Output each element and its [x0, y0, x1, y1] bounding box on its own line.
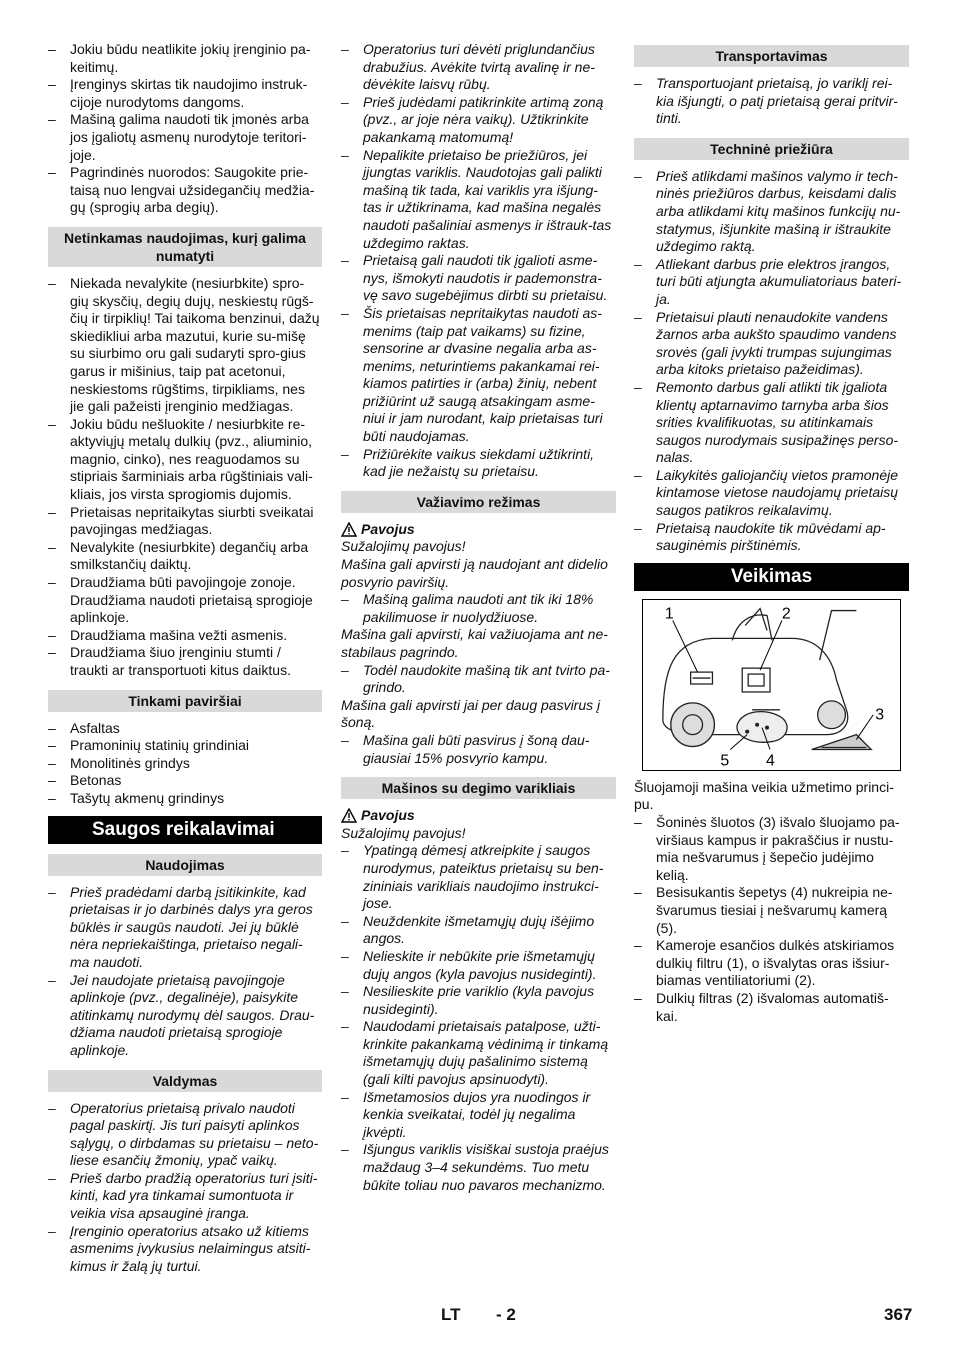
list-item: – Prižiūrėkite vaikus siekdami užtikrinti, kad jie nežaistų su prietaisu.	[341, 446, 616, 481]
list-item: – Prietaisas nepritaikytas siurbti sveikatai pavojingas medžiagas.	[48, 504, 322, 539]
figure-label-2: 2	[781, 605, 791, 623]
list-item: – Pramoninių statinių grindiniai	[48, 737, 322, 755]
list-item: – Šoninės šluotos (3) išvalo šluojamo pa-viršiaus kampus ir pakraščius ir nustu-mia nešvarumus į šepečio judėjimo kelią.	[634, 814, 909, 884]
drive-injury: Sužalojimų pavojus!	[341, 538, 466, 555]
use-heading: Naudojimas	[48, 854, 322, 876]
intro-list	[48, 41, 322, 217]
list-item: – Ypatingą dėmesį atkreipkite į saugos nurodymus, pateiktus prietaisų su ben-zininiais varikliais naudojimo instrukci-jose.	[341, 842, 616, 912]
drive-p3: Mašina gali apvirsti jai per daug pasvirus į šoną.	[341, 696, 601, 731]
list-item: – Draudžiama mašina vežti asmenis.	[48, 627, 322, 645]
list-item: – Naudodami prietaisais patalpose, užti-krinkite pakankamą vėdinimą ir tinkamą išmetamųjų dujų pašalinimo sistemą (gali kilti pavojus apsinuodyti).	[341, 1018, 616, 1088]
figure-label-5: 5	[720, 752, 730, 770]
list-item: – Šis prietaisas nepritaikytas naudoti as-menims (taip pat vaikams) su fizine, sensorine ar dvasine negalia arba as-menims, neturintiems pakankamai rei-kiamos patirties ir (arba) žinių, nebent prižiūrint už saugą atsakingam asme-niui ir jam nurodant, kaip prietaisas turi būti naudojamas.	[341, 305, 616, 446]
engine-heading: Mašinos su degimo varikliais	[341, 777, 616, 799]
page-number: 367	[884, 1305, 913, 1324]
list-item: – Monolitinės grindys	[48, 755, 322, 773]
list-item: – Išjungus variklis visiškai sustoja praėjus maždaug 3–4 sekundėms. Tuo metu būkite toliau nuo pavaros mechanizmo.	[341, 1141, 616, 1194]
surfaces-heading: Tinkami paviršiai	[48, 690, 322, 712]
column-1	[48, 41, 322, 1275]
list-item: – Mašiną galima naudoti tik įmonės arba jos įgaliotų asmenų nurodytoje teritori-joje.	[48, 111, 322, 164]
list-item: – Remonto darbus gali atlikti tik įgaliota klientų aptarnavimo tarnyba arba šios srities kvalifikuotas, su atitinkamais saugos nurodymais susipažinęs perso-nalas.	[634, 379, 909, 467]
sweeper-illustration	[643, 600, 900, 770]
list-item: – Tašytų akmenų grindinys	[48, 790, 322, 808]
list-item: – Atliekant darbus prie elektros įrangos, turi būti atjungta akumuliatoriaus bateri-ja.	[634, 256, 909, 309]
list-item: – Draudžiama būti pavojingoje zonoje. Draudžiama naudoti prietaisą sprogioje aplinkoje.	[48, 574, 322, 627]
use-list	[48, 884, 322, 1060]
maint-list	[634, 168, 909, 555]
list-item: – Jokiu būdu neatlikite jokių įrenginio pa-keitimų.	[48, 41, 322, 76]
list-item: – Draudžiama šiuo įrenginiu stumti / traukti ar transportuoti kitus daiktus.	[48, 644, 322, 679]
list-item: – Operatorius turi dėvėti priglundančius drabužius. Avėkite tvirtą avalinę ir ne-dėvėkite laisvų rūbų.	[341, 41, 616, 94]
list-item: – Betonas	[48, 772, 322, 790]
list-item: – Besisukantis šepetys (4) nukreipia ne-švarumus tiesiai į nešvarumų kamerą (5).	[634, 884, 909, 937]
warning-triangle-icon	[341, 522, 357, 537]
engine-list	[341, 842, 616, 1194]
warning-triangle-icon	[341, 808, 357, 823]
danger-label: Pavojus	[361, 807, 415, 824]
list-item: – Dulkių filtras (2) išvalomas automatiš-kai.	[634, 990, 909, 1025]
danger-label: Pavojus	[361, 520, 415, 537]
sweeper-diagram	[642, 599, 901, 771]
drive-i2: – Todėl naudokite mašiną tik ant tvirto pa-grindo.	[341, 662, 616, 697]
operation-intro: Šluojamoji mašina veikia užmetimo princi-pu.	[634, 778, 894, 813]
control-list	[48, 1100, 322, 1276]
drive-i3: – Mašina gali būti pasvirus į šoną dau-giausiai 15% posvyrio kampu.	[341, 732, 616, 767]
operator-list	[341, 41, 616, 481]
list-item: – Prieš pradėdami darbą įsitikinkite, kad prietaisas ir jo darbinės dalys yra geros būklės ir saugūs naudoti. Jei jų būklė nėra nepriekaištinga, prietaiso negali-ma naudoti.	[48, 884, 322, 972]
list-item: – Niekada nevalykite (nesiurbkite) spro-gių skysčių, degių dujų, neskiestų rūgš-čių ir tirpiklių! Tai taikoma benzinui, dažų skiedikliui arba mazutui, kurie su-mišę su siurbimo oru gali sudaryti spro-gius garus ir mišinius, taip pat acetonui, neskiestoms rūgštims, tirpikliams, nes jie gali pažeisti įrenginio medžiagas.	[48, 275, 322, 416]
operation-heading: Veikimas	[634, 563, 909, 591]
safety-heading: Saugos reikalavimai	[48, 816, 322, 844]
engine-injury: Sužalojimų pavojus!	[341, 824, 466, 841]
transport-list	[634, 75, 909, 128]
list-item: – Kameroje esančios dulkės atskiriamos dulkių filtru (1), o išvalytas oras išsiur-biamas ventiliatoriumi (2).	[634, 937, 909, 990]
list-item: – Jei naudojate prietaisą pavojingoje aplinkoje (pvz., degalinėje), paisykite atitinkamų nurodymų dėl saugos. Drau-džiama naudoti prietaisą sprogioje aplinkoje.	[48, 972, 322, 1060]
control-heading: Valdymas	[48, 1070, 322, 1092]
list-item: – Pagrindinės nuorodos: Saugokite prie-taisą nuo lengvai užsidegančių medžia-gų (sprogių arba degių).	[48, 164, 322, 217]
column-2	[341, 41, 616, 1194]
list-item: – Laikykitės galiojančių vietos pramonėje kintamose vietose naudojamų prietaisų saugos patikros reikalavimų.	[634, 467, 909, 520]
list-item: – Prietaisą gali naudoti tik įgalioti asme-nys, išmokyti naudotis ir pademonstra-vę savo sugebėjimus dirbti su prietaisu.	[341, 252, 616, 305]
footer-sub: - 2	[496, 1305, 516, 1324]
list-item: – Nesilieskite prie variklio (kyla pavojus nusideginti).	[341, 983, 616, 1018]
drive-i1: – Mašiną galima naudoti ant tik iki 18% pakilimuose ir nuolydžiuose.	[341, 591, 616, 626]
figure-label-1: 1	[664, 605, 674, 623]
list-item: – Prieš judėdami patikrinkite artimą zoną (pvz., ar joje nėra vaikų). Užtikrinkite pakankamą matomumą!	[341, 94, 616, 147]
list-item: – Prieš atlikdami mašinos valymo ir tech-ninės priežiūros darbus, keisdami dalis arba atlikdami kitų mašinos funkcijų nu-statymus, išjunkite mašiną ir ištraukite uždegimo raktą.	[634, 168, 909, 256]
transport-heading: Transportavimas	[634, 45, 909, 67]
operation-list	[634, 814, 909, 1025]
engine-danger	[341, 807, 616, 825]
list-item: – Prietaisą naudokite tik mūvėdami ap-sauginėmis pirštinėmis.	[634, 520, 909, 555]
figure-label-4: 4	[766, 752, 775, 770]
drive-p2: Mašina gali apvirsti, kai važiuojama ant ne-stabilaus pagrindo.	[341, 626, 608, 660]
column-3	[634, 41, 909, 1025]
misuse-list	[48, 275, 322, 680]
list-item: – Prieš darbo pradžią operatorius turi įsiti-kinti, kad yra tinkamai sumontuota ir veikia visa apsauginė įranga.	[48, 1170, 322, 1223]
list-item: – Įrenginys skirtas tik naudojimo instruk-cijoje nurodytoms dangoms.	[48, 76, 322, 111]
list-item: – Transportuojant prietaisą, jo variklį rei-kia išjungti, o patį prietaisą gerai pritvir-tinti.	[634, 75, 909, 128]
list-item: – Nevalykite (nesiurbkite) degančių arba smilkstančių daiktų.	[48, 539, 322, 574]
drive-p1: Mašina gali apvirsti ją naudojant ant didelio posvyrio paviršių.	[341, 556, 608, 590]
footer-lang: LT	[441, 1305, 461, 1324]
drive-danger	[341, 521, 616, 539]
list-item: – Nelieskite ir nebūkite prie išmetamųjų dujų angos (kyla pavojus nusideginti).	[341, 948, 616, 983]
misuse-heading: Netinkamas naudojimas, kurį galima numatyti	[48, 227, 322, 267]
list-item: – Jokiu būdu nešluokite / nesiurbkite re-aktyviųjų metalų dulkių (pvz., aliuminio, magnio, cinko), nes reaguodamos su stipriais šarminiais arba rūgštiniais vali-kliais, jos virsta sprogiomis dujomis.	[48, 416, 322, 504]
list-item: – Nepalikite prietaiso be priežiūros, jei įjungtas variklis. Naudotojas gali palikti mašiną tik tada, kai variklis yra išjung-tas ir užtikrinama, kad mašina negalės naudoti pašaliniai asmenys ir ištrauk-tas uždegimo raktas.	[341, 147, 616, 253]
list-item: – Išmetamosios dujos yra nuodingos ir kenkia sveikatai, todėl jų negalima įkvėpti.	[341, 1089, 616, 1142]
drive-heading: Važiavimo režimas	[341, 491, 616, 513]
figure-label-3: 3	[875, 706, 885, 724]
list-item: – Neuždenkite išmetamųjų dujų išėjimo angos.	[341, 913, 616, 948]
maint-heading: Techninė priežiūra	[634, 138, 909, 160]
list-item: – Prietaisui plauti nenaudokite vandens žarnos arba aukšto spaudimo vandens srovės (gali įvykti trumpas sujungimas arba kitoks prietaiso pažeidimas).	[634, 309, 909, 379]
list-item: – Asfaltas	[48, 720, 322, 738]
list-item: – Operatorius prietaisą privalo naudoti pagal paskirtį. Jis turi paisyti aplinkos sąlygų, o dirbdamas su prietaisu – neto-liese esančių žmonių, ypač vaikų.	[48, 1100, 322, 1170]
list-item: – Įrenginio operatorius atsako už kitiems asmenims įvykusius nelaimingus atsiti-kimus ir žalą jų turtui.	[48, 1223, 322, 1276]
surfaces-list	[48, 720, 322, 808]
